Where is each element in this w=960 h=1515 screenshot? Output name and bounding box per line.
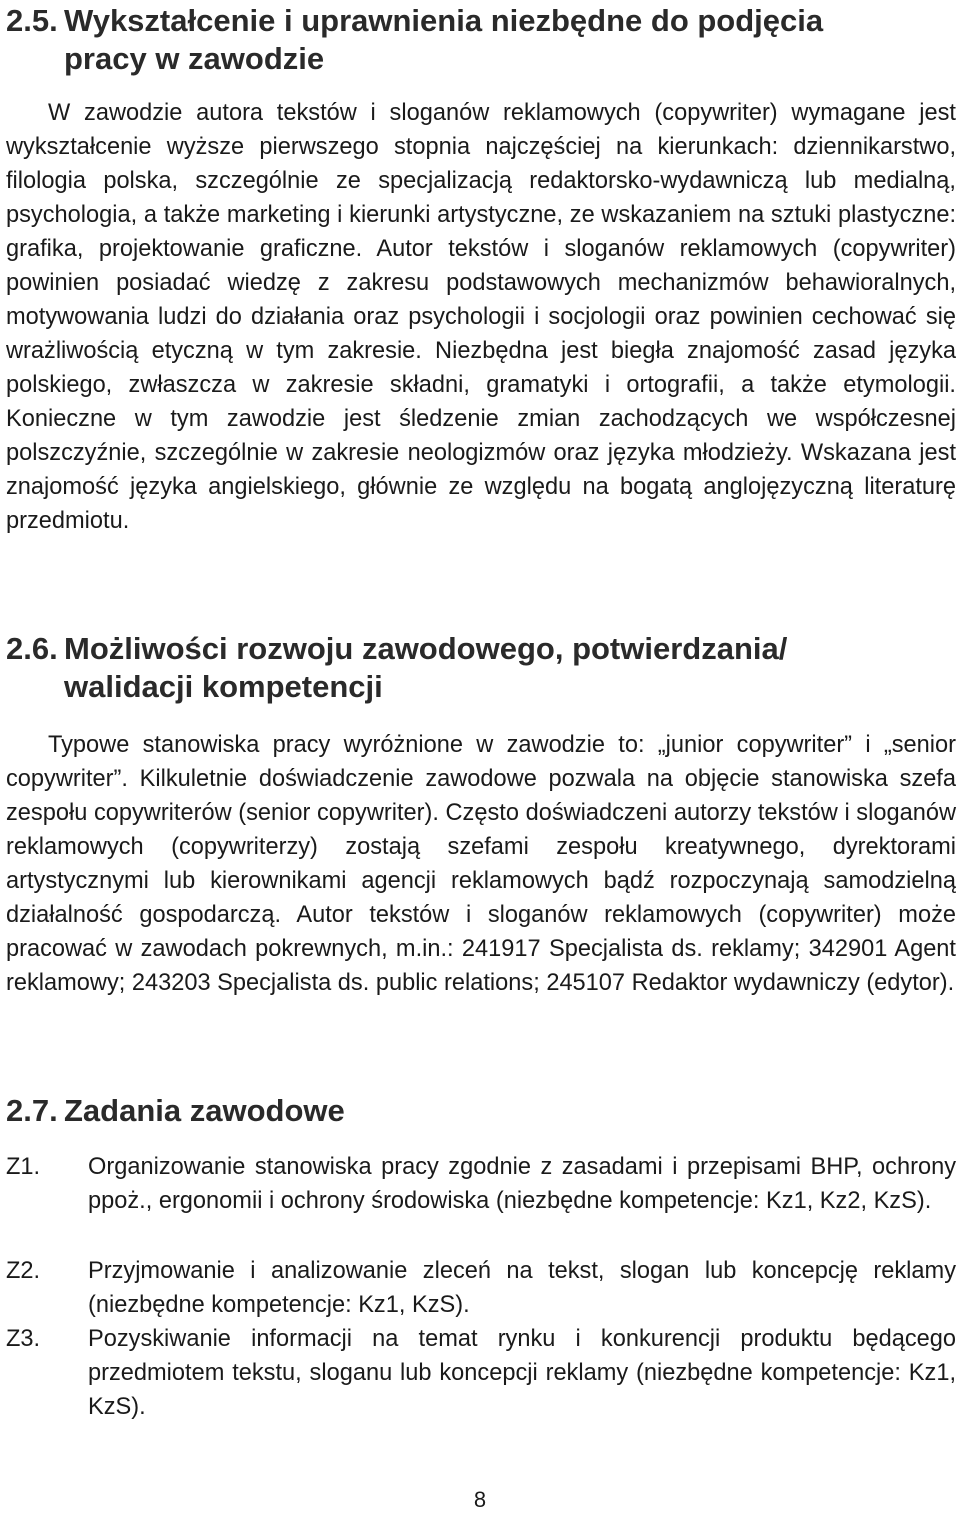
task-item-z1 — [6, 1150, 956, 1218]
section-2-6-heading — [6, 630, 956, 706]
task-code: Z3. — [6, 1326, 41, 1352]
page-number: 8 — [473, 1487, 487, 1512]
task-item-z2 — [6, 1254, 956, 1322]
task-text: Przyjmowanie i analizowanie zleceń na tekst, slogan lub koncepcję reklamy (niezbędne kompetencje: Kz1, KzS). — [88, 1258, 956, 1318]
section-2-5-title-line1: Wykształcenie i uprawnienia niezbędne do podjęcia — [64, 3, 824, 38]
section-2-5-body: W zawodzie autora tekstów i sloganów reklamowych (copywriter) wymagane jest wykształcenie wyższe pierwszego stopnia najczęściej na kierunkach: dziennikarstwo, filologia polska, szczególnie ze specjalizacją redaktorsko-wydawniczą lub medialną, psychologia, a także marketing i kierunki artystyczne, ze wskazaniem na sztuki plastyczne: grafika, projektowanie graficzne. Autor tekstów i sloganów reklamowych (copywriter) powinien posiadać wiedzę z zakresu podstawowych mechanizmów behawioralnych, motywowania ludzi do działania oraz psychologii i socjologii oraz powinien cechować się wrażliwością etyczną w tym zakresie. Niezbędna jest biegła znajomość zasad języka polskiego, zwłaszcza w zakresie składni, gramatyki i ortografii, a także etymologii. Konieczne w tym zawodzie jest śledzenie zmian zachodzących we współczesnej polszczyźnie, szczególnie w zakresie neologizmów oraz języka młodzieży. Wskazana jest znajomość języka angielskiego, głównie ze względu na bogatą anglojęzyczną literaturę przedmiotu. — [6, 100, 956, 534]
section-2-6-title-line1: Możliwości rozwoju zawodowego, potwierdzania/ — [64, 631, 788, 666]
task-item-z3 — [6, 1322, 956, 1424]
section-2-5-title-line2: pracy w zawodzie — [64, 41, 325, 76]
task-code: Z1. — [6, 1154, 41, 1180]
section-2-7-heading — [6, 1092, 956, 1130]
task-code: Z2. — [6, 1258, 41, 1284]
section-2-6-number: 2.6. — [6, 631, 58, 666]
section-2-6-title-line2: walidacji kompetencji — [64, 669, 383, 704]
section-2-5-number: 2.5. — [6, 3, 58, 38]
section-2-7-title: Zadania zawodowe — [64, 1093, 345, 1128]
section-2-5-heading — [6, 2, 956, 78]
section-2-7-number: 2.7. — [6, 1093, 58, 1128]
task-text: Pozyskiwanie informacji na temat rynku i konkurencji produktu będącego przedmiotem tekstu, sloganu lub koncepcji reklamy (niezbędne kompetencje: Kz1, KzS). — [88, 1326, 956, 1420]
task-text: Organizowanie stanowiska pracy zgodnie z zasadami i przepisami BHP, ochrony ppoż., ergonomii i ochrony środowiska (niezbędne kompetencje: Kz1, Kz2, KzS). — [88, 1154, 956, 1214]
section-2-6-body: Typowe stanowiska pracy wyróżnione w zawodzie to: „junior copywriter” i „senior copywriter”. Kilkuletnie doświadczenie zawodowe pozwala na objęcie stanowiska szefa zespołu copywriterów (senior copywriter). Często doświadczeni autorzy tekstów i sloganów reklamowych (copywriterzy) zostają szefami zespołu kreatywnego, dyrektorami artystycznymi lub kierownikami agencji reklamowych bądź rozpoczynają samodzielną działalność gospodarczą. Autor tekstów i sloganów reklamowych (copywriter) może pracować w zawodach pokrewnych, m.in.: 241917 Specjalista ds. reklamy; 342901 Agent reklamowy; 243203 Specjalista ds. public relations; 245107 Redaktor wydawniczy (edytor). — [6, 732, 956, 996]
